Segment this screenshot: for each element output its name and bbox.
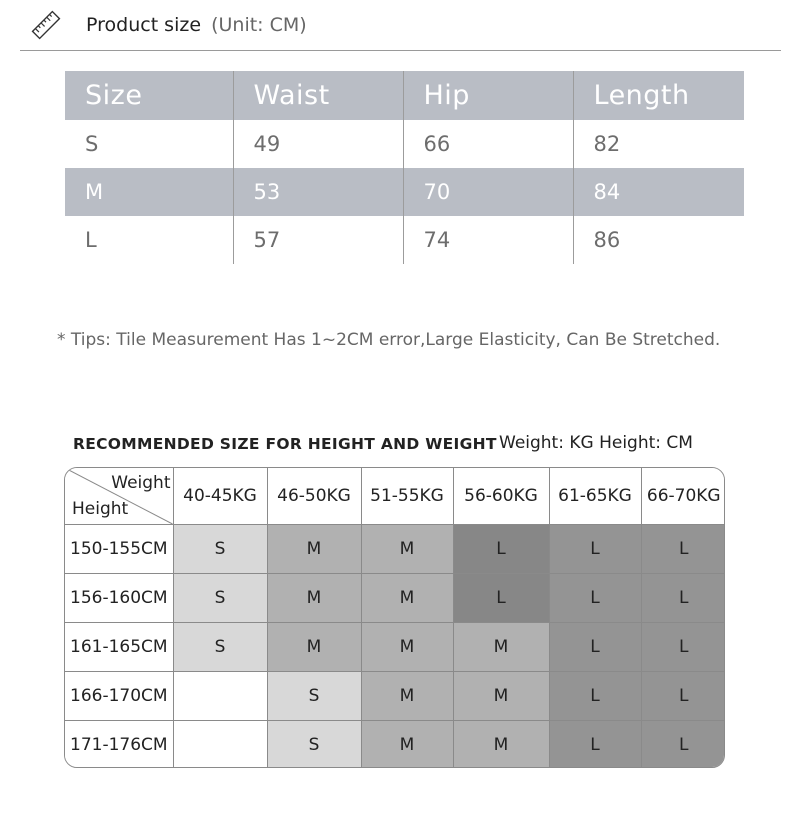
recommended-size-cell: L [641, 623, 725, 672]
recommended-size-cell: S [173, 623, 267, 672]
waist-cell: 57 [233, 216, 403, 264]
size-table-header-row [65, 71, 744, 120]
column-header-length: Length [573, 71, 744, 120]
product-size-header [20, 0, 781, 51]
page-title [86, 14, 307, 36]
height-range-cell: 166-170CM [65, 672, 173, 721]
height-range-cell: 171-176CM [65, 721, 173, 769]
length-cell: 84 [573, 168, 744, 216]
table-row [65, 721, 725, 769]
recommended-size-cell: M [453, 721, 549, 769]
table-row [65, 216, 744, 264]
height-range-cell: 161-165CM [65, 623, 173, 672]
weight-column-header: 46-50KG [267, 468, 361, 525]
waist-cell: 49 [233, 120, 403, 168]
recommended-size-cell [173, 672, 267, 721]
size-cell: L [85, 228, 97, 252]
recommended-size-cell: M [267, 525, 361, 574]
recommended-size-cell: L [549, 721, 641, 769]
weight-column-header: 51-55KG [361, 468, 453, 525]
ruler-icon [30, 9, 62, 41]
recommended-size-cell: M [267, 623, 361, 672]
recommended-size-cell: M [361, 574, 453, 623]
waist-cell: 53 [233, 168, 403, 216]
size-cell: M [65, 168, 233, 216]
column-header-waist: Waist [233, 71, 403, 120]
column-header-size: Size [65, 71, 233, 120]
weight-column-header: 40-45KG [173, 468, 267, 525]
recommended-size-cell: M [267, 574, 361, 623]
recommend-title: RECOMMENDED SIZE FOR HEIGHT AND WEIGHT [73, 435, 497, 453]
corner-height-label: Height [72, 499, 129, 519]
length-cell: 82 [573, 120, 744, 168]
recommended-size-cell: M [361, 525, 453, 574]
hip-cell: 74 [403, 216, 573, 264]
recommended-size-cell: L [549, 623, 641, 672]
recommended-size-cell: L [641, 672, 725, 721]
weight-column-header: 61-65KG [549, 468, 641, 525]
corner-weight-label: Weight [111, 473, 171, 493]
table-row [65, 623, 725, 672]
recommended-size-cell: L [549, 574, 641, 623]
weight-column-header: 56-60KG [453, 468, 549, 525]
recommended-size-cell: M [453, 623, 549, 672]
height-range-cell: 150-155CM [65, 525, 173, 574]
hip-cell: 66 [403, 120, 573, 168]
hip-cell: 70 [403, 168, 573, 216]
table-row [65, 574, 725, 623]
recommend-table-frame [64, 467, 725, 768]
weight-column-header: 66-70KG [641, 468, 725, 525]
corner-header [65, 468, 173, 525]
column-header-hip: Hip [403, 71, 573, 120]
table-row [65, 120, 744, 168]
recommended-size-cell: M [361, 623, 453, 672]
recommended-size-cell [173, 721, 267, 769]
recommend-units: Weight: KG Height: CM [499, 433, 693, 453]
recommended-size-cell: S [267, 672, 361, 721]
recommended-size-cell: M [361, 672, 453, 721]
title-text: Product size [86, 14, 202, 36]
table-row [65, 168, 744, 216]
recommended-size-cell: L [549, 672, 641, 721]
recommended-size-cell: L [549, 525, 641, 574]
recommended-size-cell: S [267, 721, 361, 769]
table-row [65, 672, 725, 721]
recommend-size-table [65, 468, 725, 768]
product-size-table [65, 71, 744, 264]
recommended-size-cell: S [173, 525, 267, 574]
tips-note: * Tips: Tile Measurement Has 1~2CM error,Large Elasticity, Can Be Stretched. [57, 330, 721, 350]
table-row [65, 525, 725, 574]
recommended-size-cell: L [641, 721, 725, 769]
height-range-cell: 156-160CM [65, 574, 173, 623]
recommended-size-cell: L [641, 574, 725, 623]
recommended-size-cell: S [173, 574, 267, 623]
recommended-size-cell: M [361, 721, 453, 769]
recommended-size-cell: M [453, 672, 549, 721]
recommend-header-row [65, 468, 725, 525]
size-cell: S [85, 132, 99, 156]
recommended-size-cell: L [641, 525, 725, 574]
recommended-size-cell: L [453, 525, 549, 574]
recommended-size-cell: L [453, 574, 549, 623]
unit-label: (Unit: CM) [211, 14, 307, 36]
length-cell: 86 [573, 216, 744, 264]
